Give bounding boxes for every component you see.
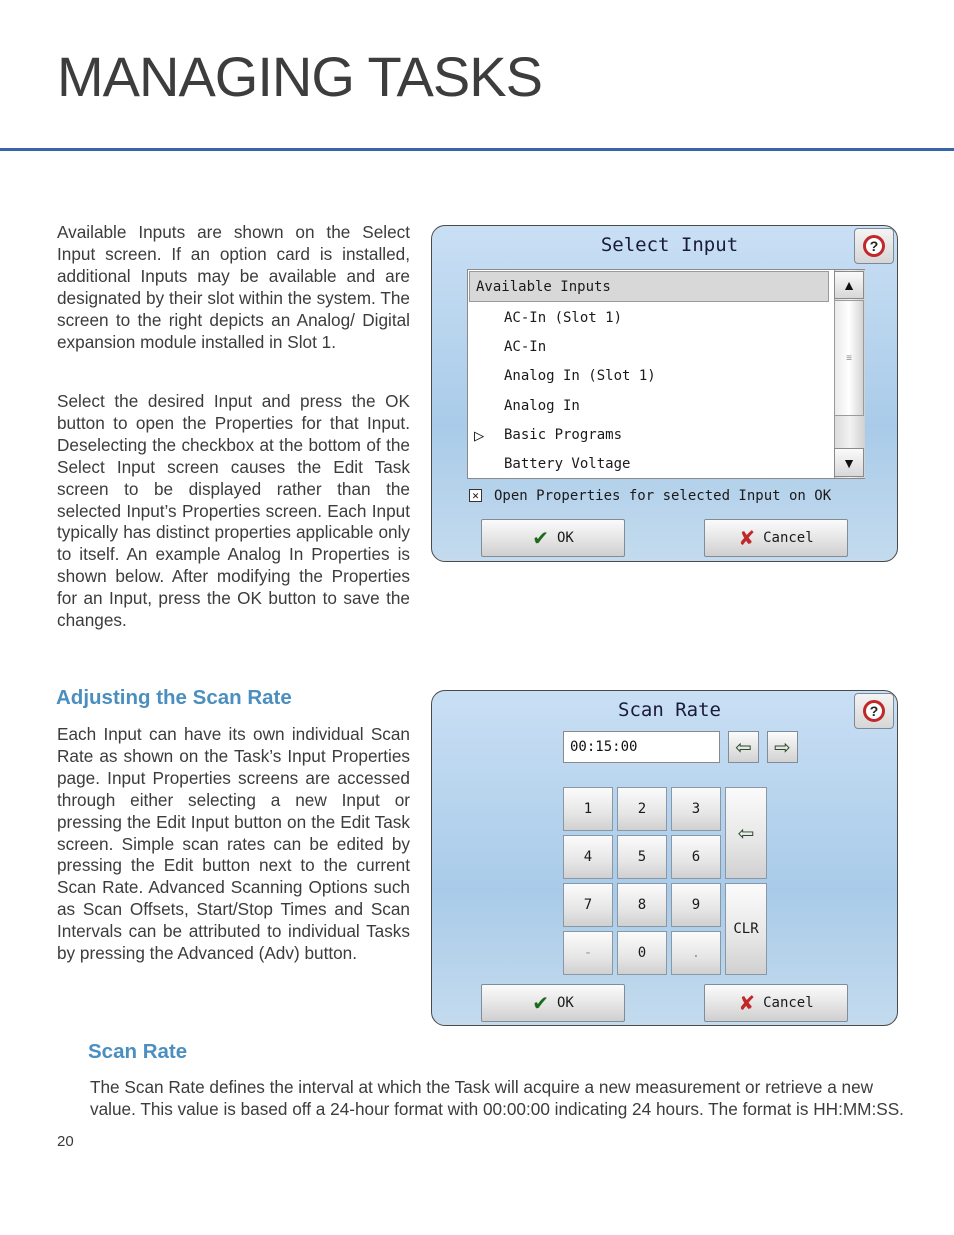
- help-button[interactable]: [854, 228, 894, 264]
- scroll-thumb[interactable]: ≡: [834, 300, 864, 416]
- list-item[interactable]: Basic Programs: [504, 427, 623, 443]
- key-2[interactable]: 2: [617, 787, 667, 831]
- open-properties-checkbox[interactable]: ✕: [469, 489, 482, 502]
- page-title: MANAGING TASKS: [57, 45, 542, 108]
- backspace-icon: ⇦: [737, 822, 755, 845]
- right-arrow-icon: ⇨: [774, 735, 791, 759]
- key-0[interactable]: 0: [617, 931, 667, 975]
- scroll-down-button[interactable]: ▼: [834, 448, 864, 477]
- key-1[interactable]: 1: [563, 787, 613, 831]
- key-8[interactable]: 8: [617, 883, 667, 927]
- key-4[interactable]: 4: [563, 835, 613, 879]
- page-number: 20: [57, 1133, 74, 1150]
- help-button[interactable]: [854, 693, 894, 729]
- ok-label: OK: [556, 530, 574, 546]
- scan-rate-paragraph: The Scan Rate defines the interval at which the Task will acquire a new measurement or retrieve a new value. This value is based off a 24-hour format with 00:00:00 indicating 24 hours. The format is HH:MM:SS.: [90, 1077, 904, 1119]
- list-item[interactable]: AC-In: [504, 339, 547, 355]
- cancel-x-icon: ✘: [738, 526, 756, 550]
- key-3[interactable]: 3: [671, 787, 721, 831]
- key-5[interactable]: 5: [617, 835, 667, 879]
- key-9[interactable]: 9: [671, 883, 721, 927]
- scroll-up-button[interactable]: ▲: [834, 271, 864, 299]
- checkmark-icon: ✔: [532, 526, 549, 550]
- checkmark-icon: ✔: [532, 991, 549, 1015]
- open-properties-label: Open Properties for selected Input on OK: [494, 488, 832, 504]
- clear-button[interactable]: CLR: [725, 883, 767, 975]
- help-icon: ?: [863, 700, 885, 722]
- intro-paragraph-2: Select the desired Input and press the OK button to open the Properties for that Input. Deselecting the checkbox at the bottom of the Select Input screen causes the Edit Task screen to be displayed rather than the selected Input’s Properties screen. Each Input typically has distinct properties applicable only to itself. An example Analog In Properties is shown below. After modifying the Properties for an Input, press the OK button to save the changes.: [57, 391, 410, 631]
- selection-marker-icon: ▷: [474, 426, 485, 446]
- cursor-left-button[interactable]: [728, 731, 759, 763]
- adjusting-paragraph: Each Input can have its own individual Scan Rate as shown on the Task’s Input Properties page. Input Properties screens are accessed through either selecting a new Input or pressing the Edit Input button on the Edit Task screen. Simple scan rates can be edited by pressing the Edit button next to the current Scan Rate. Advanced Scanning Options such as Scan Offsets, Start/Stop Times and Scan Intervals can be attributed to individual Tasks by pressing the Advanced (Adv) button.: [57, 724, 410, 964]
- scan-rate-heading: Scan Rate: [88, 1040, 188, 1063]
- cancel-button[interactable]: [704, 984, 848, 1022]
- key-7[interactable]: 7: [563, 883, 613, 927]
- list-header: Available Inputs: [469, 271, 829, 302]
- backspace-button[interactable]: [725, 787, 767, 879]
- intro-paragraph-1: Available Inputs are shown on the Select Input screen. If an option card is installed, additional Inputs may be available and are designated by their slot within the system. The screen to the right depicts an Analog/ Digital expansion module installed in Slot 1.: [57, 222, 410, 352]
- cancel-button[interactable]: [704, 519, 848, 557]
- scan-rate-title: Scan Rate: [618, 699, 721, 721]
- cancel-label: Cancel: [763, 530, 814, 546]
- key-decimal[interactable]: .: [671, 931, 721, 975]
- list-item[interactable]: Analog In (Slot 1): [504, 368, 656, 384]
- select-input-screen: [431, 225, 898, 562]
- scan-rate-input[interactable]: 00:15:00: [563, 731, 720, 763]
- cancel-label: Cancel: [763, 995, 814, 1011]
- scan-rate-screen: [431, 690, 898, 1026]
- list-item[interactable]: Analog In: [504, 398, 580, 414]
- help-icon: ?: [863, 235, 885, 257]
- key-minus[interactable]: -: [563, 931, 613, 975]
- ok-button[interactable]: [481, 984, 625, 1022]
- left-arrow-icon: ⇦: [735, 735, 752, 759]
- select-input-title: Select Input: [600, 234, 739, 256]
- ok-label: OK: [556, 995, 574, 1011]
- ok-button[interactable]: [481, 519, 625, 557]
- inputs-listbox[interactable]: [467, 269, 865, 479]
- list-item[interactable]: Battery Voltage: [504, 456, 631, 472]
- cursor-right-button[interactable]: [767, 731, 798, 763]
- cancel-x-icon: ✘: [738, 991, 756, 1015]
- key-6[interactable]: 6: [671, 835, 721, 879]
- list-item[interactable]: AC-In (Slot 1): [504, 310, 623, 326]
- title-divider: [0, 148, 954, 151]
- adjusting-heading: Adjusting the Scan Rate: [56, 686, 292, 709]
